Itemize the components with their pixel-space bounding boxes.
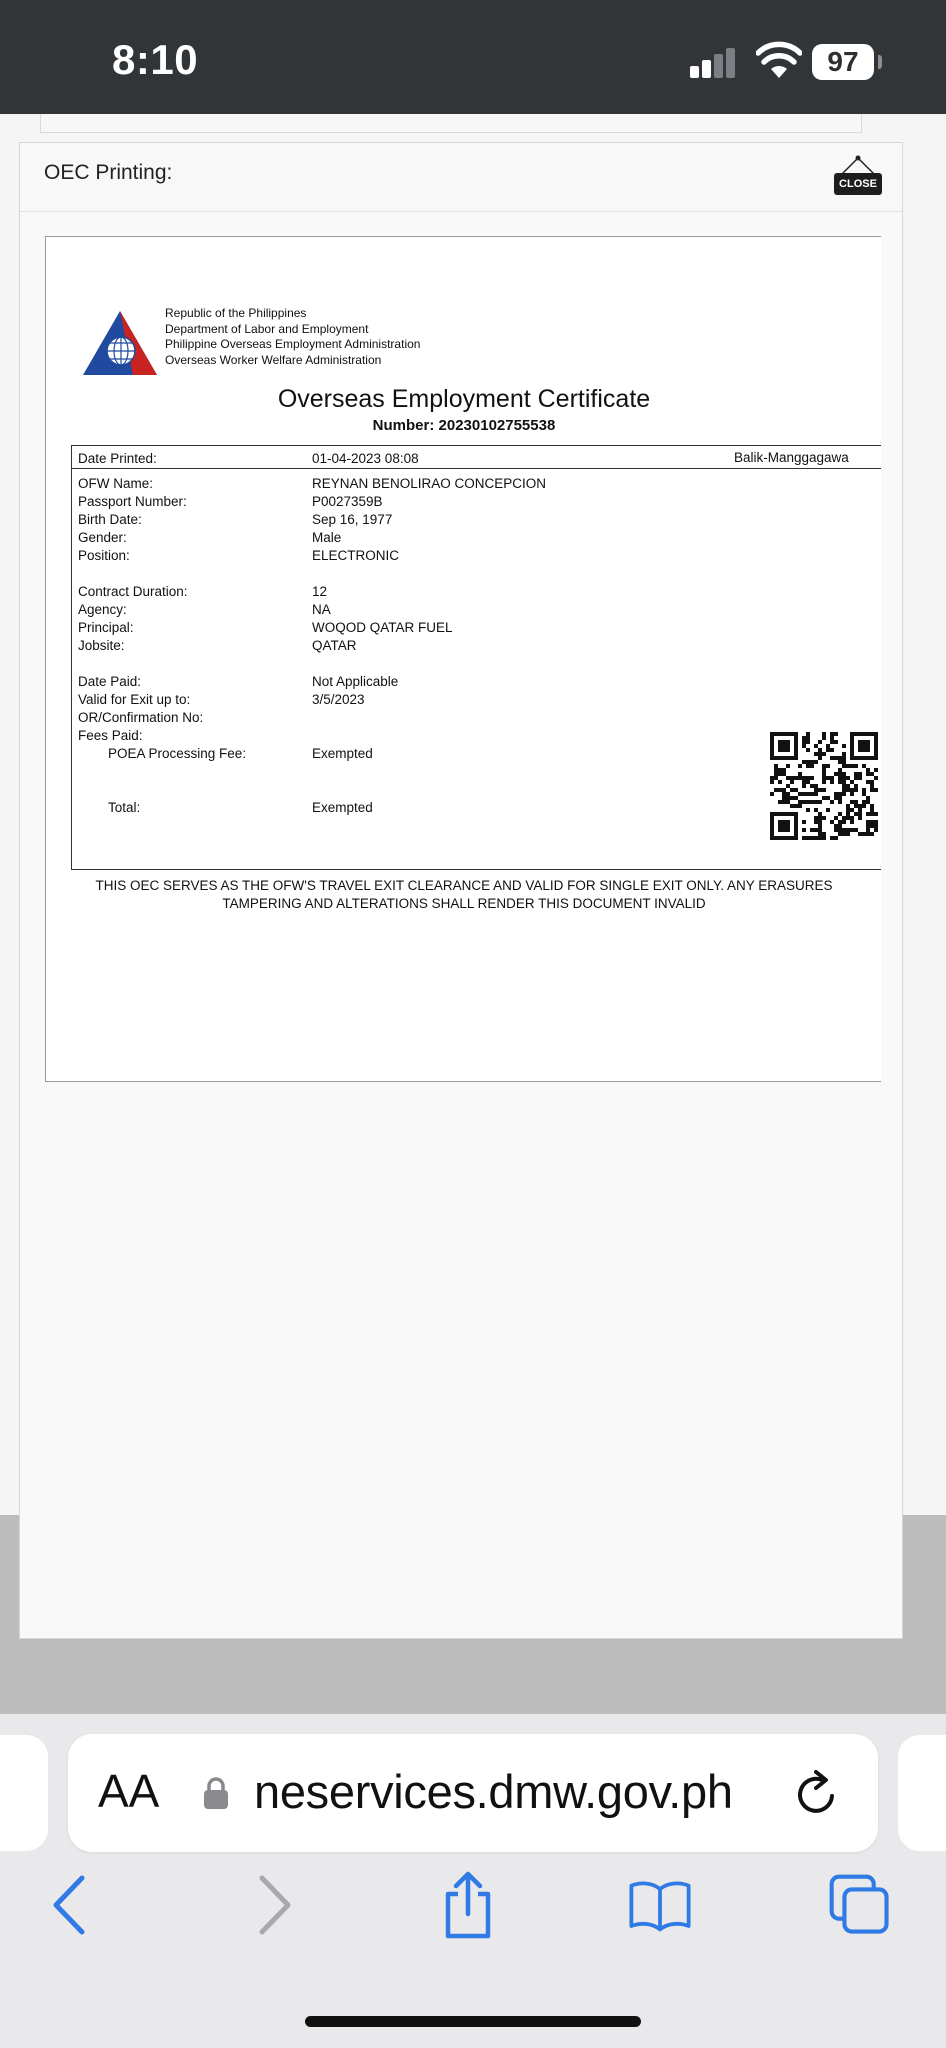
reload-icon[interactable] — [792, 1768, 842, 1820]
poea-fee-value: Exempted — [312, 746, 373, 761]
bookmarks-icon[interactable] — [628, 1870, 692, 1940]
oec-certificate — [45, 236, 881, 1082]
date-printed-value: 01-04-2023 08:08 — [312, 451, 419, 466]
oec-printing-modal — [19, 142, 903, 1639]
position-label: Position: — [78, 548, 130, 563]
contract-duration-value: 12 — [312, 584, 328, 599]
cellular-signal-icon — [690, 46, 738, 78]
lock-icon — [202, 1776, 230, 1810]
fees-paid-label: Fees Paid: — [78, 728, 143, 743]
agency-line: Overseas Worker Welfare Administration — [165, 352, 382, 367]
certificate-title: Overseas Employment Certificate — [277, 385, 651, 413]
modal-title: OEC Printing: — [44, 161, 173, 184]
url-text[interactable]: neservices.dmw.gov.ph — [254, 1765, 733, 1818]
close-button[interactable] — [832, 155, 884, 201]
principal-value: WOQOD QATAR FUEL — [312, 620, 453, 635]
battery-tip — [878, 55, 882, 69]
battery-indicator: 97 — [812, 44, 874, 80]
ofw-name-label: OFW Name: — [78, 476, 154, 491]
passport-value: P0027359B — [312, 494, 383, 509]
status-bar — [0, 0, 946, 114]
valid-exit-label: Valid for Exit up to: — [78, 692, 191, 707]
previous-tab-preview[interactable] — [0, 1735, 48, 1851]
validity-notice — [46, 877, 881, 913]
back-icon[interactable] — [38, 1870, 102, 1940]
certificate-number: Number: 20230102755538 — [372, 417, 556, 434]
home-indicator — [305, 2016, 641, 2027]
notice-line: THIS OEC SERVES AS THE OFW'S TRAVEL EXIT CLEARANCE AND VALID FOR SINGLE EXIT ONLY. ANY ERASURES — [95, 878, 833, 893]
certificate-details-box — [71, 445, 881, 870]
poea-fee-label: POEA Processing Fee: — [108, 746, 247, 761]
hanging-sign-icon — [832, 155, 884, 175]
or-confirmation-label: OR/Confirmation No: — [78, 710, 204, 725]
wifi-icon — [756, 40, 802, 80]
valid-exit-value: 3/5/2023 — [312, 692, 365, 707]
jobsite-value: QATAR — [312, 638, 357, 653]
agency-line: Republic of the Philippines — [165, 306, 307, 320]
date-paid-value: Not Applicable — [312, 674, 399, 689]
status-time: 8:10 — [112, 36, 199, 83]
total-value: Exempted — [312, 800, 373, 815]
ofw-name-value: REYNAN BENOLIRAO CONCEPCION — [312, 476, 547, 491]
category-label: Balik-Manggagawa — [734, 450, 849, 465]
position-value: ELECTRONIC — [312, 548, 400, 563]
agency-header — [165, 306, 420, 368]
gender-value: Male — [312, 530, 342, 545]
contract-duration-label: Contract Duration: — [78, 584, 188, 599]
principal-label: Principal: — [78, 620, 134, 635]
date-paid-label: Date Paid: — [78, 674, 142, 689]
close-label: CLOSE — [834, 173, 882, 195]
date-printed-label: Date Printed: — [78, 451, 157, 466]
gender-label: Gender: — [78, 530, 127, 545]
agency-value: NA — [312, 602, 331, 617]
address-bar[interactable] — [68, 1734, 878, 1852]
text-size-button[interactable]: AA — [98, 1765, 160, 1817]
qr-code-icon — [770, 732, 878, 840]
divider — [72, 468, 881, 469]
background-card — [40, 114, 862, 133]
passport-label: Passport Number: — [78, 494, 187, 509]
next-tab-preview[interactable] — [898, 1735, 946, 1851]
birth-date-label: Birth Date: — [78, 512, 142, 527]
poea-logo-icon — [81, 309, 159, 377]
agency-line: Department of Labor and Employment — [165, 321, 369, 336]
agency-label: Agency: — [78, 602, 127, 617]
notice-line: TAMPERING AND ALTERATIONS SHALL RENDER THIS DOCUMENT INVALID — [222, 896, 706, 911]
forward-icon[interactable] — [242, 1870, 306, 1940]
total-label: Total: — [108, 800, 141, 815]
agency-line: Philippine Overseas Employment Administration — [165, 337, 421, 351]
modal-header — [20, 143, 902, 212]
share-icon[interactable] — [436, 1870, 500, 1940]
tabs-icon[interactable] — [828, 1870, 892, 1940]
birth-date-value: Sep 16, 1977 — [312, 512, 393, 527]
jobsite-label: Jobsite: — [78, 638, 125, 653]
